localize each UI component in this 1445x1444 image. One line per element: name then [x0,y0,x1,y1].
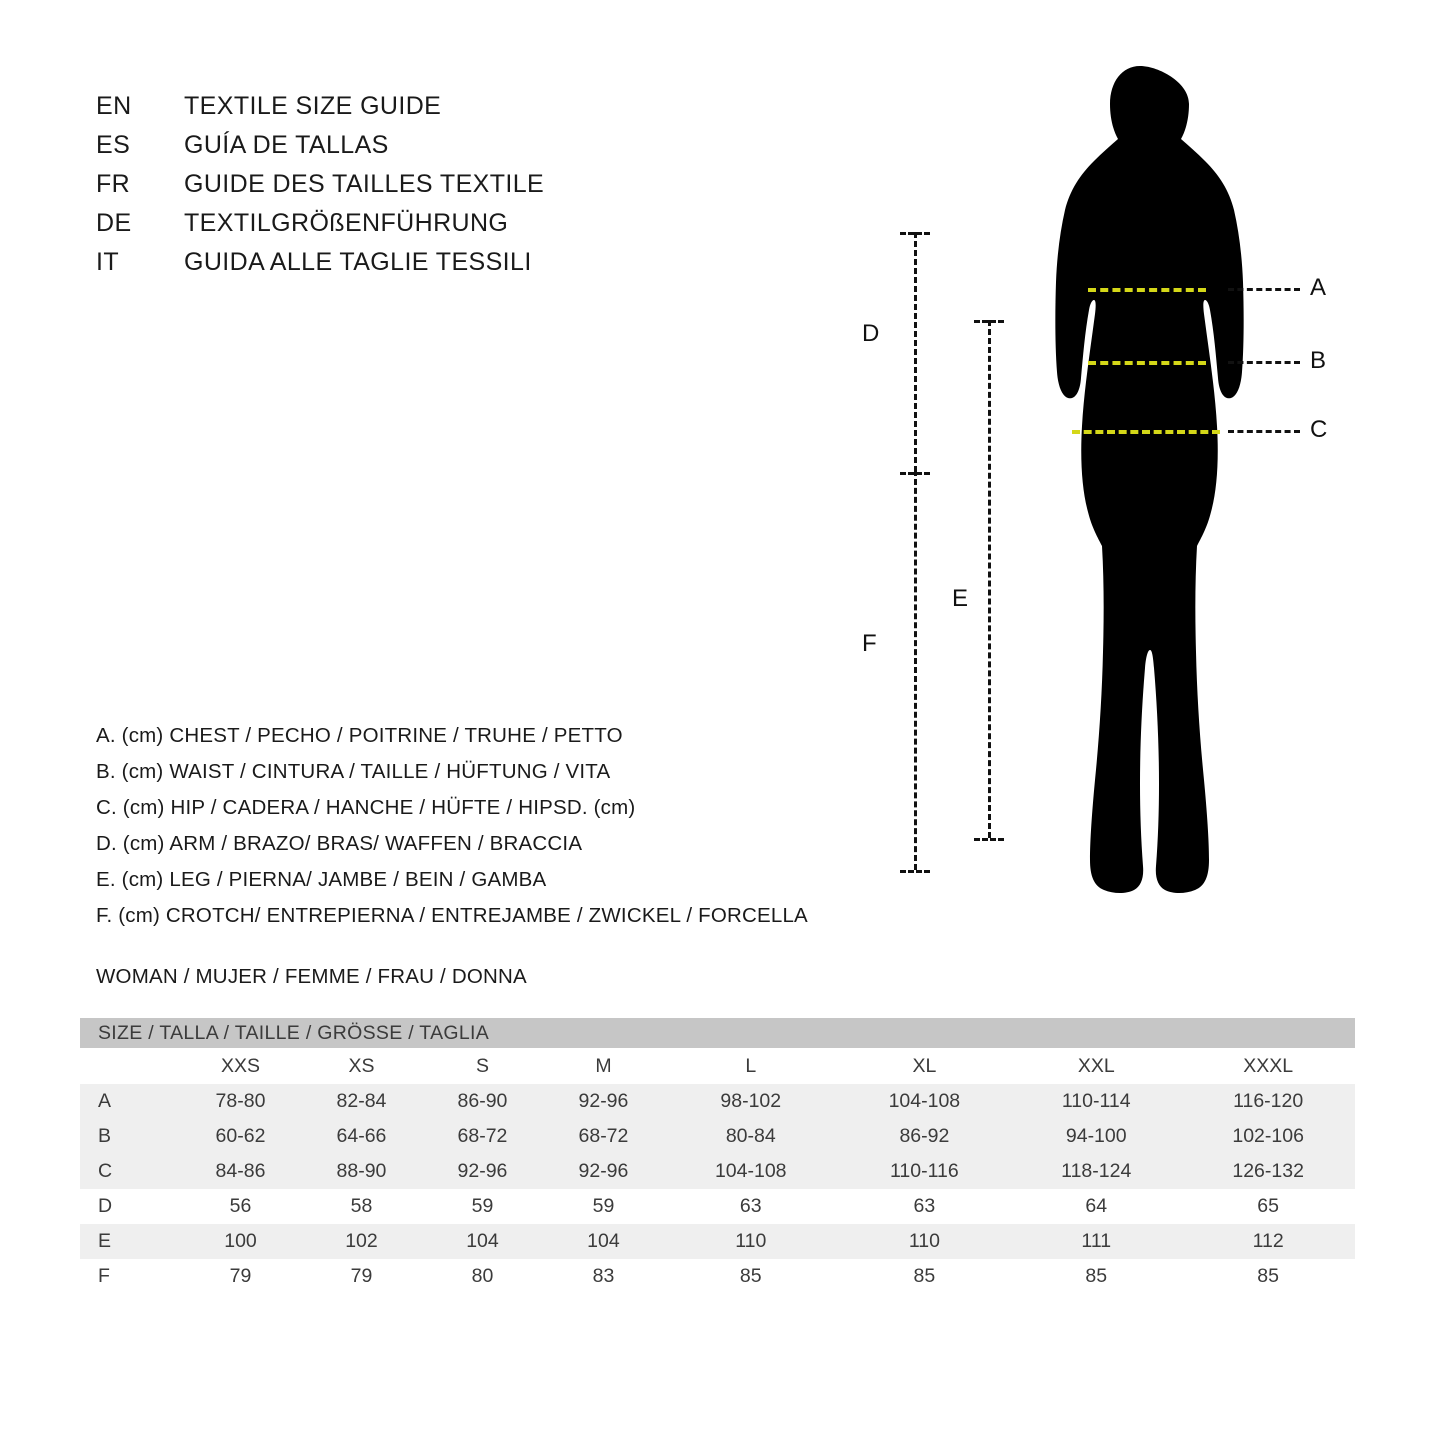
cell: 104 [543,1224,664,1259]
column-header-xxxl: XXXL [1181,1048,1355,1084]
language-code: ES [96,131,131,159]
language-code: DE [96,209,132,237]
language-code: EN [96,92,132,120]
cell: 111 [1011,1224,1181,1259]
language-row [96,209,736,248]
table-row [80,1189,1355,1224]
cell: 56 [180,1189,301,1224]
cell: 102 [301,1224,422,1259]
cell: 68-72 [422,1119,543,1154]
column-header-xxl: XXL [1011,1048,1181,1084]
label-e: E [952,585,969,612]
row-label: F [80,1259,180,1294]
legend-item-e: E. (cm) LEG / PIERNA/ JAMBE / BEIN / GAMBA [96,868,547,891]
cell: 92-96 [543,1084,664,1119]
cell: 59 [543,1189,664,1224]
cell: 112 [1181,1224,1355,1259]
cell: 59 [422,1189,543,1224]
cell: 110 [664,1224,838,1259]
cell: 64-66 [301,1119,422,1154]
measurement-legend [96,724,896,940]
table-title-band [80,1018,1355,1048]
cell: 110-116 [838,1154,1012,1189]
cell: 65 [1181,1189,1355,1224]
table-title: SIZE / TALLA / TAILLE / GRÖSSE / TAGLIA [80,1018,1355,1048]
cell: 83 [543,1259,664,1294]
table-row [80,1084,1355,1119]
cell: 63 [838,1189,1012,1224]
column-header-xxs: XXS [180,1048,301,1084]
cell: 79 [301,1259,422,1294]
arm-dimension-tick-top [900,232,930,235]
legend-item-f: F. (cm) CROTCH/ ENTREPIERNA / ENTREJAMBE / ZWICKEL / FORCELLA [96,904,808,927]
waist-leader-line [1228,361,1300,364]
waist-measure-line [1088,361,1206,365]
legend-item-b: B. (cm) WAIST / CINTURA / TAILLE / HÜFTUNG / VITA [96,760,611,783]
cell: 110 [838,1224,1012,1259]
cell: 82-84 [301,1084,422,1119]
cell: 84-86 [180,1154,301,1189]
cell: 80-84 [664,1119,838,1154]
cell: 68-72 [543,1119,664,1154]
table-column-headers [80,1048,1355,1084]
table-row [80,1154,1355,1189]
cell: 88-90 [301,1154,422,1189]
cell: 63 [664,1189,838,1224]
cell: 85 [1181,1259,1355,1294]
language-title: TEXTILGRÖßENFÜHRUNG [184,209,509,237]
chest-measure-line [1088,288,1206,292]
legend-item-c: C. (cm) HIP / CADERA / HANCHE / HÜFTE / HIPSD. (cm) [96,796,636,819]
language-row [96,92,736,131]
cell: 110-114 [1011,1084,1181,1119]
language-code: FR [96,170,131,198]
column-header-s: S [422,1048,543,1084]
column-header-xs: XS [301,1048,422,1084]
cell: 85 [838,1259,1012,1294]
leg-dimension-tick-top [974,320,1004,323]
arm-dimension-bar [914,232,917,472]
figure-diagram [840,50,1380,930]
row-label: E [80,1224,180,1259]
column-header-xl: XL [838,1048,1012,1084]
language-title: GUIDA ALLE TAGLIE TESSILI [184,248,532,276]
table-row [80,1224,1355,1259]
row-label: B [80,1119,180,1154]
row-label: A [80,1084,180,1119]
hip-measure-line [1072,430,1220,434]
cell: 104-108 [838,1084,1012,1119]
cell: 92-96 [422,1154,543,1189]
table-row [80,1119,1355,1154]
hip-leader-line [1228,430,1300,433]
crotch-dimension-tick-bottom [900,870,930,873]
size-chart-table [80,1018,1355,1294]
cell: 86-92 [838,1119,1012,1154]
chest-leader-line [1228,288,1300,291]
cell: 98-102 [664,1084,838,1119]
cell: 79 [180,1259,301,1294]
cell: 85 [1011,1259,1181,1294]
language-title: GUIDE DES TAILLES TEXTILE [184,170,545,198]
cell: 94-100 [1011,1119,1181,1154]
cell: 104 [422,1224,543,1259]
label-f: F [862,630,877,657]
cell: 100 [180,1224,301,1259]
language-row [96,131,736,170]
leg-dimension-bar [988,320,991,838]
corner-cell [80,1048,180,1084]
column-header-l: L [664,1048,838,1084]
cell: 86-90 [422,1084,543,1119]
label-b: B [1310,347,1327,374]
language-row [96,248,736,287]
table-row [80,1259,1355,1294]
legend-item-d: D. (cm) ARM / BRAZO/ BRAS/ WAFFEN / BRACCIA [96,832,583,855]
cell: 118-124 [1011,1154,1181,1189]
cell: 126-132 [1181,1154,1355,1189]
cell: 116-120 [1181,1084,1355,1119]
crotch-dimension-bar [914,470,917,870]
label-c: C [1310,416,1328,443]
column-header-m: M [543,1048,664,1084]
language-title: GUÍA DE TALLAS [184,131,389,159]
leg-dimension-tick-bottom [974,838,1004,841]
row-label: C [80,1154,180,1189]
cell: 64 [1011,1189,1181,1224]
cell: 60-62 [180,1119,301,1154]
label-d: D [862,320,880,347]
language-title-block [96,92,736,287]
cell: 58 [301,1189,422,1224]
cell: 102-106 [1181,1119,1355,1154]
language-code: IT [96,248,120,276]
cell: 80 [422,1259,543,1294]
cell: 78-80 [180,1084,301,1119]
language-row [96,170,736,209]
label-a: A [1310,274,1327,301]
language-title: TEXTILE SIZE GUIDE [184,92,442,120]
gender-label: WOMAN / MUJER / FEMME / FRAU / DONNA [96,965,527,988]
cell: 92-96 [543,1154,664,1189]
row-label: D [80,1189,180,1224]
woman-silhouette-icon [1010,60,1270,920]
cell: 104-108 [664,1154,838,1189]
cell: 85 [664,1259,838,1294]
legend-item-a: A. (cm) CHEST / PECHO / POITRINE / TRUHE / PETTO [96,724,623,747]
